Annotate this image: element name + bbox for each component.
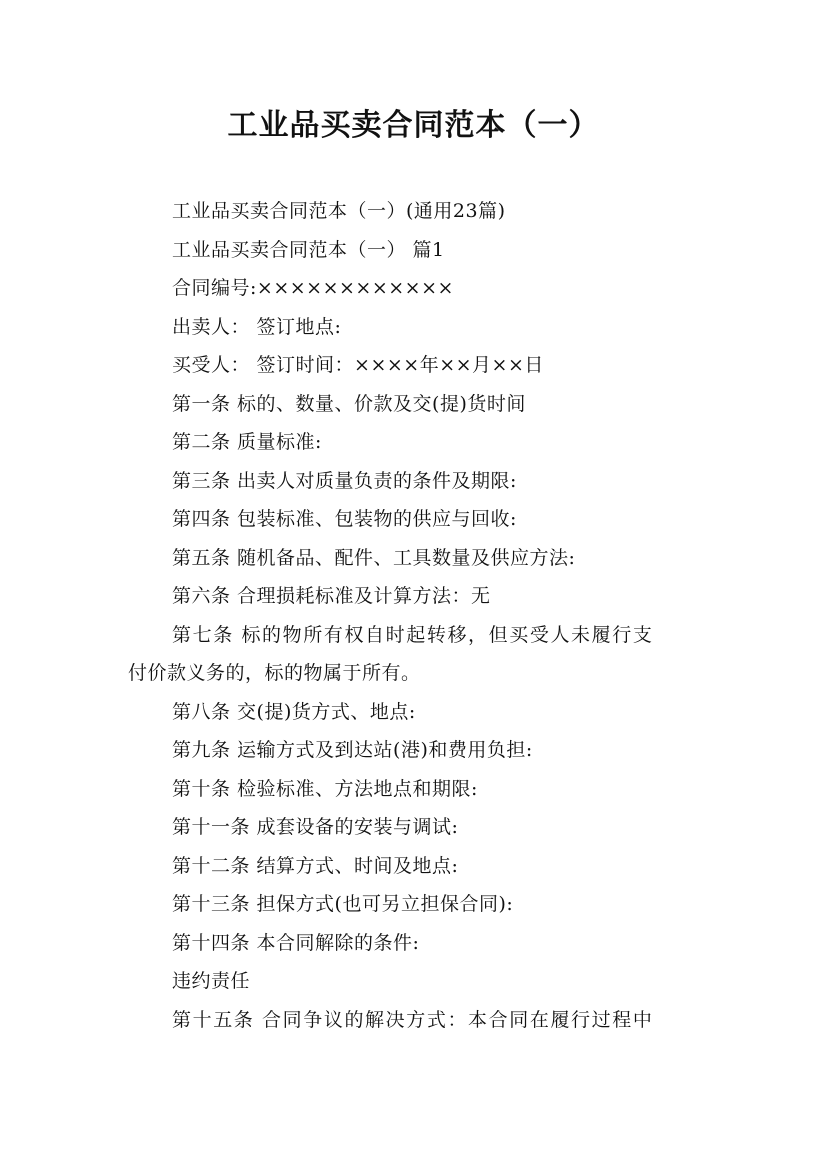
- clause-8: 第八条 交(提)货方式、地点:: [172, 700, 416, 723]
- section-heading: 工业品买卖合同范本（一） 篇1: [172, 238, 445, 261]
- liability-heading: 违约责任: [172, 970, 251, 992]
- clause-15: 第十五条 合同争议的解决方式：本合同在履行过程中: [172, 1008, 654, 1031]
- clause-5: 第五条 随机备品、配件、工具数量及供应方法:: [172, 546, 576, 569]
- clause-7-continued: 付价款义务的，标的物属于所有。: [128, 662, 421, 684]
- document-title: 工业品买卖合同范本（一）: [227, 108, 600, 143]
- clause-7: 第七条 标的物所有权自时起转移，但买受人未履行支: [172, 623, 654, 646]
- subtitle-line: 工业品买卖合同范本（一）(通用23篇): [172, 200, 506, 222]
- contract-number: 合同编号:××××××××××××: [172, 277, 454, 299]
- seller-line: 出卖人： 签订地点:: [172, 315, 342, 338]
- clause-9: 第九条 运输方式及到达站(港)和费用负担:: [172, 739, 533, 761]
- clause-10: 第十条 检验标准、方法地点和期限:: [172, 777, 478, 800]
- clause-12: 第十二条 结算方式、时间及地点:: [172, 854, 459, 877]
- clause-4: 第四条 包装标准、包装物的供应与回收:: [172, 508, 517, 530]
- clause-1: 第一条 标的、数量、价款及交(提)货时间: [172, 392, 526, 415]
- clause-11: 第十一条 成套设备的安装与调试:: [172, 816, 459, 838]
- clause-3: 第三条 出卖人对质量负责的条件及期限:: [172, 469, 517, 492]
- clause-14: 第十四条 本合同解除的条件:: [172, 931, 420, 954]
- clause-2: 第二条 质量标准:: [172, 431, 322, 453]
- document-body: [128, 192, 708, 1039]
- clause-6: 第六条 合理损耗标准及计算方法：无: [172, 585, 491, 607]
- clause-13: 第十三条 担保方式(也可另立担保合同):: [172, 893, 514, 915]
- buyer-line: 买受人： 签订时间：××××年××月××日: [172, 354, 544, 376]
